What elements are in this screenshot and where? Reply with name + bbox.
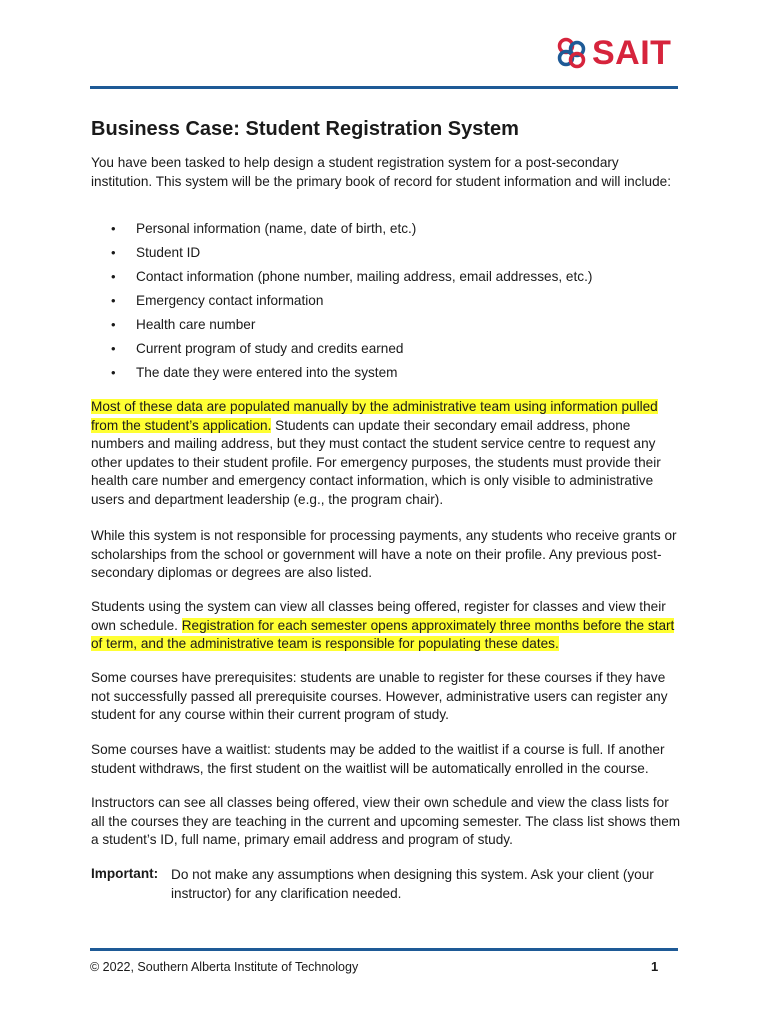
logo-text: SAIT <box>592 34 672 72</box>
data-population-paragraph <box>91 398 681 509</box>
list-item: • Contact information (phone number, mailing address, email addresses, etc.) <box>91 268 681 292</box>
sait-logo <box>555 36 671 70</box>
waitlist-paragraph: Some courses have a waitlist: students may be added to the waitlist if a course is full. If another student withdraws, the first student on the waitlist will be automatically enrolled in the course. <box>91 742 665 776</box>
paragraph-text: Students using the system can view all classes being offered, register for classes and view their own schedule. <box>91 599 666 633</box>
highlighted-text: Most of these data are populated manually by the administrative team using information pulled from the student’s application. <box>91 399 658 433</box>
footer-rule <box>90 948 678 951</box>
sait-knot-icon <box>555 36 589 70</box>
prerequisites-paragraph: Some courses have prerequisites: students are unable to register for these courses if they have not successfully passed all prerequisite courses. However, administrative users can register any student for any course within their current program of study. <box>91 670 668 722</box>
paragraph-text: Students can update their secondary email address, phone numbers and mailing address, but they must contact the student service centre to request any other updates to their student profile. For emergency purposes, the students must provide their health care number and emergency contact information, which is only visible to administrative users and department leadership (e.g., the program chair). <box>91 417 661 507</box>
page-number: 1 <box>651 959 659 974</box>
intro-paragraph: You have been tasked to help design a student registration system for a post-secondary institution. This system will be the primary book of record for student information and will include: <box>91 155 672 189</box>
footer-copyright: © 2022, Southern Alberta Institute of Technology <box>90 960 359 974</box>
page-title: Business Case: Student Registration System <box>91 118 519 140</box>
registration-paragraph <box>91 598 681 654</box>
list-item: • Current program of study and credits earned <box>91 340 681 364</box>
important-text: Do not make any assumptions when designing this system. Ask your client (your instructor) for any clarification needed. <box>171 867 654 901</box>
list-item: • Health care number <box>91 316 681 340</box>
instructors-paragraph: Instructors can see all classes being offered, view their own schedule and view the class lists for all the courses they are teaching in the current and upcoming semester. The class list shows them a student’s ID, full name, primary email address and program of study. <box>91 795 681 847</box>
list-item: • Personal information (name, date of birth, etc.) <box>91 220 681 244</box>
important-label: Important: <box>91 866 159 881</box>
list-item: • Emergency contact information <box>91 292 681 316</box>
list-item: • The date they were entered into the system <box>91 364 681 388</box>
header-rule <box>90 86 678 89</box>
highlighted-text: Registration for each semester opens approximately three months before the start of term, and the administrative team is responsible for populating these dates. <box>91 617 675 651</box>
list-item: • Student ID <box>91 244 681 268</box>
info-list <box>91 220 681 388</box>
payments-paragraph: While this system is not responsible for processing payments, any students who receive grants or scholarships from the school or government will have a note on their profile. Any previous post-secondary diplomas or degrees are also listed. <box>91 528 677 580</box>
